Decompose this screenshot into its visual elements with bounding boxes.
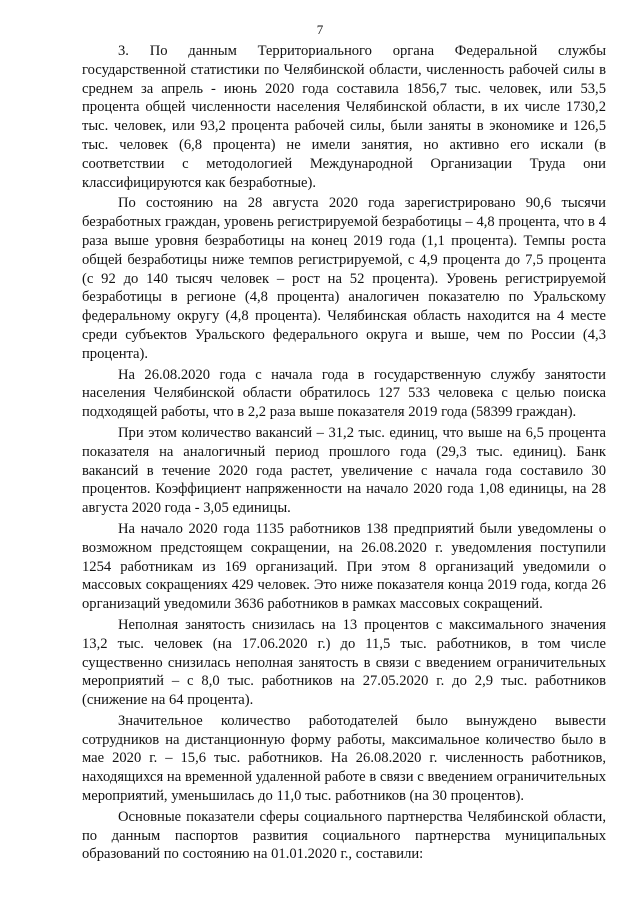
paragraph-unemployment: По состоянию на 28 августа 2020 года зарегистрировано 90,6 тысячи безработных граждан, уровень регистрируемой безработицы – 4,8 процента, что в 4 раза выше уровня безработицы на конец 2019 года (1,1 процента). Темпы роста общей безработицы ниже темпов регистрируемой, с 4,9 процента до 7,5 процента (с 92 до 140 тысяч человек – рост на 52 процента). Уровень регистрируемой безработицы в регионе (4,8 процента) аналогичен показателю по Уральскому федеральному округу (4,8 процента). Челябинская область находится на 4 месте среди субъектов Уральского федерального округа и выше, чем по России (4,3 процента).: [82, 195, 606, 362]
paragraph-part-time: Неполная занятость снизилась на 13 процентов с максимального значения 13,2 тыс. человек (на 17.06.2020 г.) до 11,5 тыс. работников, в том числе существенно снизилась неполная занятость в связи с введением ограничительных мероприятий – с 8,0 тыс. работников на 27.05.2020 г. до 2,9 тыс. работников (снижение на 64 процента).: [82, 616, 606, 709]
paragraph-vacancies: При этом количество вакансий – 31,2 тыс. единиц, что выше на 6,5 процента показателя на аналогичный период прошлого года (29,3 тыс. единиц). Банк вакансий в течение 2020 года растет, увеличение с начала года составило 30 процентов. Коэффициент напряженности на начало 2020 года 1,08 единицы, на 28 августа 2020 года - 3,05 единицы.: [82, 424, 606, 517]
page-number: 7: [316, 22, 324, 37]
paragraph-social-partnership: Основные показатели сферы социального партнерства Челябинской области, по данным паспортов развития социального партнерства муниципальных образований по состоянию на 01.01.2020 г., составили:: [82, 808, 606, 863]
document-body: [82, 42, 606, 864]
paragraph-employment-service: На 26.08.2020 года с начала года в государственную службу занятости населения Челябинской области обратилось 127 533 человека с целью поиска подходящей работы, что в 2,2 раза выше показателя 2019 года (58399 граждан).: [82, 366, 606, 421]
paragraph-remote-work: Значительное количество работодателей было вынуждено вывести сотрудников на дистанционную форму работы, максимальное количество было в мае 2020 г. – 15,6 тыс. работников. На 26.08.2020 г. численность работников, находящихся на временной удаленной работе в связи с введением ограничительных мероприятий, уменьшилась до 11,0 тыс. работников (на 30 процентов).: [82, 712, 606, 805]
paragraph-layoffs: На начало 2020 года 1135 работников 138 предприятий были уведомлены о возможном предстоящем сокращении, на 26.08.2020 г. уведомления поступили 1254 работникам из 169 организаций. При этом 8 организаций уведомили о массовых сокращениях 429 человек. Это ниже показателя конца 2019 года, когда 26 организаций уведомили 3636 работников в рамках массовых сокращений.: [82, 520, 606, 613]
paragraph-labor-force: 3. По данным Территориального органа Федеральной службы государственной статистики по Челябинской области, численность рабочей силы в среднем за апрель - июнь 2020 года составила 1856,7 тыс. человек, или 53,5 процента общей численности населения Челябинской области, в их числе 1730,2 тыс. человек, или 93,2 процента рабочей силы, были заняты в экономике и 126,5 тыс. человек (6,8 процента) не имели занятия, но активно его искали (в соответствии с методологией Международной Организации Труда они классифицируются как безработные).: [82, 43, 606, 191]
